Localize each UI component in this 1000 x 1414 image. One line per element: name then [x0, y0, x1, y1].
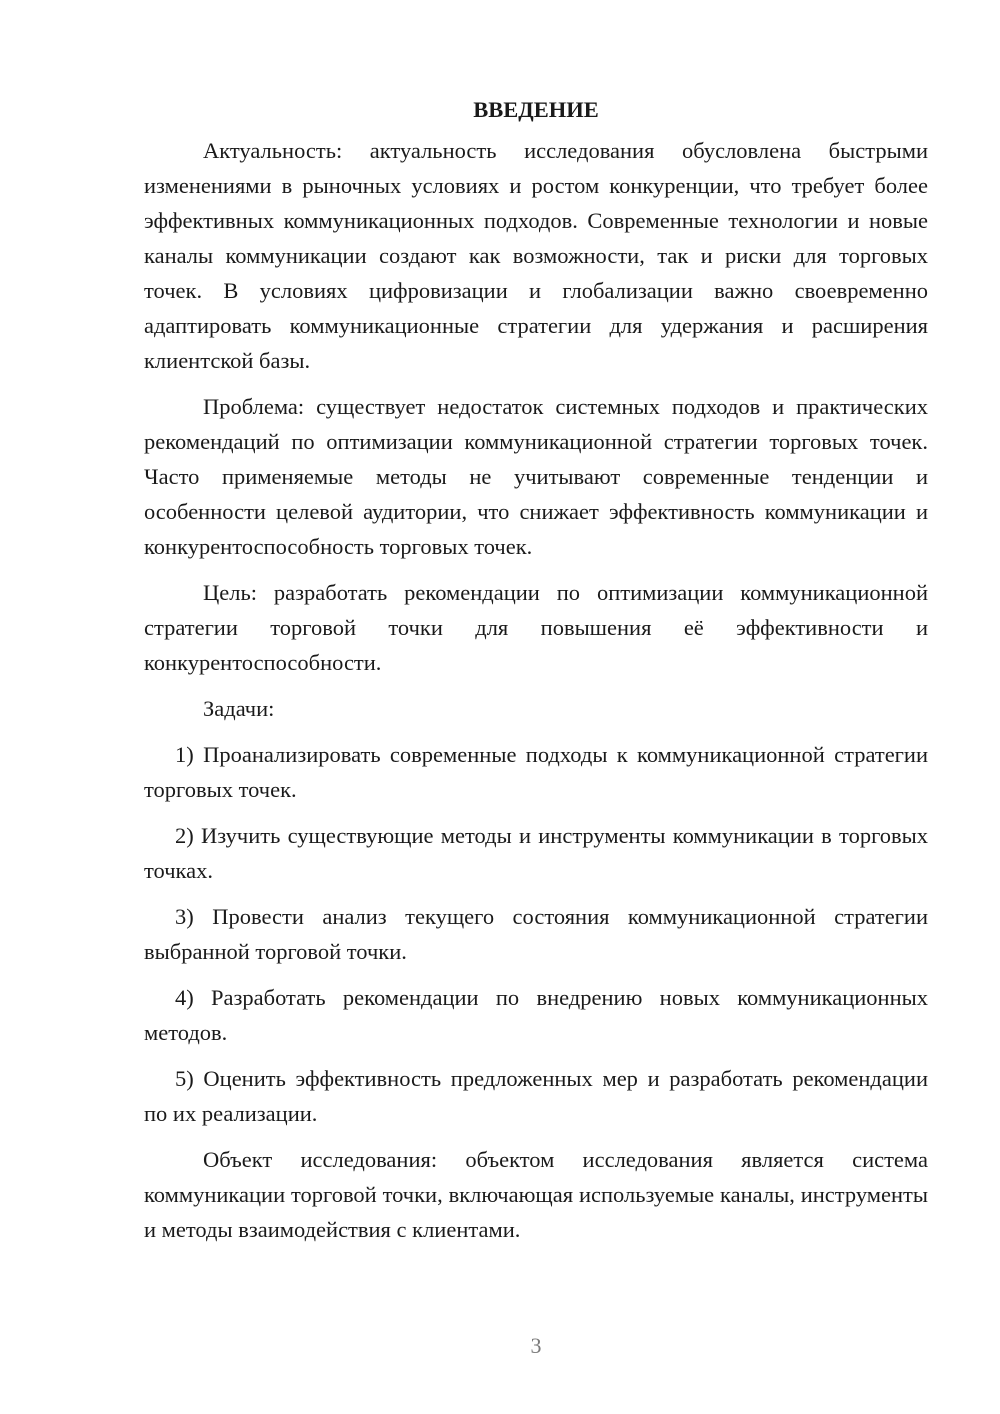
- problem-paragraph: Проблема: существует недостаток системных подходов и практических рекомендаций по оптимизации коммуникационной стратегии торговых точек. Часто применяемые методы не учитывают современные тенденции и особенности целевой аудитории, что снижает эффективность коммуникации и конкурентоспособность торговых точек.: [144, 394, 928, 559]
- goal-paragraph: Цель: разработать рекомендации по оптимизации коммуникационной стратегии торговой точки для повышения её эффективности и конкурентоспособности.: [144, 580, 928, 675]
- research-object-paragraph: Объект исследования: объектом исследования является система коммуникации торговой точки, включающая используемые каналы, инструменты и методы взаимодействия с клиентами.: [144, 1147, 928, 1242]
- task-item-4: 4) Разработать рекомендации по внедрению новых коммуникационных методов.: [144, 985, 928, 1045]
- task-item-5: 5) Оценить эффективность предложенных мер и разработать рекомендации по их реализации.: [144, 1066, 928, 1126]
- page-body: [144, 92, 928, 1258]
- task-item-2: 2) Изучить существующие методы и инструменты коммуникации в торговых точках.: [144, 823, 928, 883]
- relevance-paragraph: Актуальность: актуальность исследования обусловлена быстрыми изменениями в рыночных условиях и ростом конкуренции, что требует более эффективных коммуникационных подходов. Современные технологии и новые каналы коммуникации создают как возможности, так и риски для торговых точек. В условиях цифровизации и глобализации важно своевременно адаптировать коммуникационные стратегии для удержания и расширения клиентской базы.: [144, 138, 928, 373]
- section-title: ВВЕДЕНИЕ: [473, 97, 599, 122]
- task-item-1: 1) Проанализировать современные подходы к коммуникационной стратегии торговых точек.: [144, 742, 928, 802]
- page-number: 3: [530, 1333, 542, 1358]
- tasks-heading: Задачи:: [203, 696, 275, 721]
- task-item-3: 3) Провести анализ текущего состояния коммуникационной стратегии выбранной торговой точки.: [144, 904, 928, 964]
